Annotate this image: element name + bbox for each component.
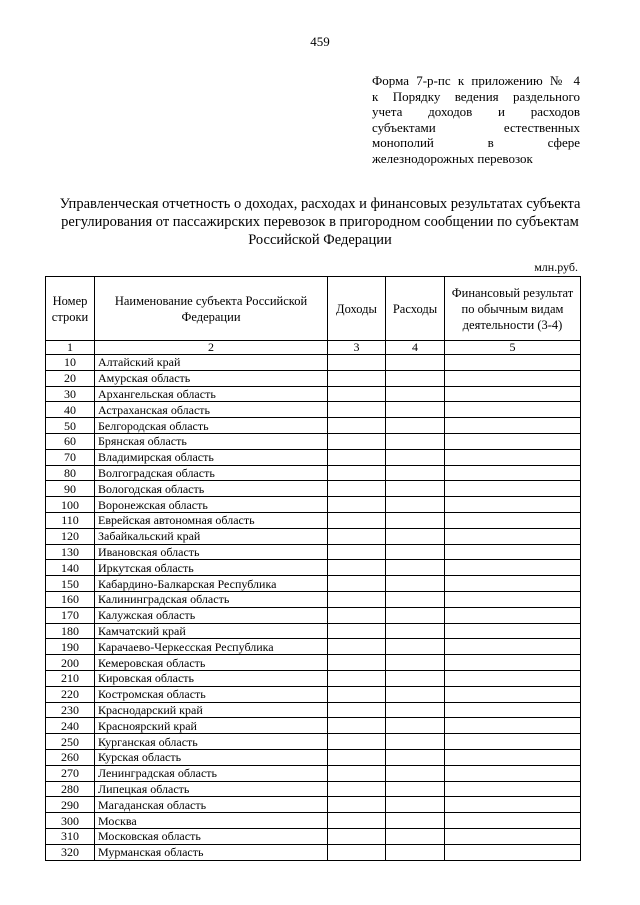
subject-name-cell: Ивановская область [95,544,328,560]
row-number-cell: 90 [46,481,95,497]
subject-name-cell: Алтайский край [95,355,328,371]
income-cell [328,497,386,513]
income-cell [328,844,386,860]
income-cell [328,481,386,497]
income-cell [328,797,386,813]
subject-name-cell: Краснодарский край [95,702,328,718]
table-row [46,528,581,544]
row-number-cell: 130 [46,544,95,560]
subject-name-cell: Вологодская область [95,481,328,497]
row-number-cell: 320 [46,844,95,860]
expenses-cell [386,576,445,592]
column-number: 5 [445,341,581,355]
income-cell [328,386,386,402]
table-row [46,797,581,813]
expenses-cell [386,749,445,765]
expenses-cell [386,734,445,750]
table-row [46,591,581,607]
row-number-cell: 120 [46,528,95,544]
subject-name-cell: Амурская область [95,370,328,386]
expenses-cell [386,370,445,386]
subject-name-cell: Кировская область [95,670,328,686]
expenses-cell [386,781,445,797]
table-row [46,844,581,860]
subject-name-cell: Астраханская область [95,402,328,418]
financial-result-cell [445,512,581,528]
table-row [46,512,581,528]
expenses-cell [386,355,445,371]
row-number-cell: 40 [46,402,95,418]
income-cell [328,560,386,576]
income-cell [328,686,386,702]
title-line: Российской Федерации [248,232,392,248]
table-row [46,670,581,686]
income-cell [328,828,386,844]
row-number-cell: 250 [46,734,95,750]
form-note [372,73,580,166]
financial-result-cell [445,544,581,560]
row-number-cell: 310 [46,828,95,844]
table-row [46,781,581,797]
financial-result-cell [445,481,581,497]
expenses-cell [386,655,445,671]
column-number: 4 [386,341,445,355]
table-row [46,355,581,371]
subject-name-cell: Еврейская автономная область [95,512,328,528]
header-subject-name: Наименование субъекта Российской Федерации [95,277,328,341]
subject-name-cell: Липецкая область [95,781,328,797]
expenses-cell [386,670,445,686]
income-cell [328,449,386,465]
table-row [46,702,581,718]
table-row [46,560,581,576]
financial-result-cell [445,560,581,576]
subject-name-cell: Кемеровская область [95,655,328,671]
financial-result-cell [445,655,581,671]
row-number-cell: 220 [46,686,95,702]
subject-name-cell: Ленинградская область [95,765,328,781]
row-number-cell: 280 [46,781,95,797]
financial-result-cell [445,449,581,465]
income-cell [328,433,386,449]
row-number-cell: 70 [46,449,95,465]
expenses-cell [386,702,445,718]
table-row [46,813,581,829]
table-row [46,749,581,765]
financial-result-cell [445,797,581,813]
table-row [46,544,581,560]
unit-label: млн.руб. [534,260,578,274]
financial-result-cell [445,402,581,418]
row-number-cell: 10 [46,355,95,371]
income-cell [328,639,386,655]
subject-name-cell: Владимирская область [95,449,328,465]
financial-result-cell [445,355,581,371]
header-financial-result: Финансовый результат по обычным видам деятельности (3-4) [445,277,581,341]
subject-name-cell: Камчатский край [95,623,328,639]
row-number-cell: 190 [46,639,95,655]
income-cell [328,355,386,371]
subject-name-cell: Мурманская область [95,844,328,860]
subject-name-cell: Курганская область [95,734,328,750]
income-cell [328,528,386,544]
table-row [46,734,581,750]
row-number-cell: 110 [46,512,95,528]
table-row [46,481,581,497]
income-cell [328,576,386,592]
subject-name-cell: Белгородская область [95,418,328,434]
income-cell [328,702,386,718]
row-number-cell: 80 [46,465,95,481]
financial-result-cell [445,844,581,860]
financial-result-cell [445,607,581,623]
income-cell [328,370,386,386]
expenses-cell [386,418,445,434]
table-row [46,828,581,844]
subject-name-cell: Красноярский край [95,718,328,734]
financial-result-cell [445,686,581,702]
financial-result-cell [445,465,581,481]
financial-result-cell [445,734,581,750]
expenses-cell [386,765,445,781]
row-number-cell: 290 [46,797,95,813]
row-number-cell: 30 [46,386,95,402]
income-cell [328,607,386,623]
expenses-cell [386,623,445,639]
table-row [46,386,581,402]
income-cell [328,813,386,829]
report-table [45,276,581,861]
row-number-cell: 160 [46,591,95,607]
income-cell [328,465,386,481]
subject-name-cell: Московская область [95,828,328,844]
table-row [46,718,581,734]
income-cell [328,591,386,607]
expenses-cell [386,686,445,702]
title-line: Управленческая отчетность о доходах, расходах и финансовых результатах субъекта [59,196,581,212]
income-cell [328,781,386,797]
table-row [46,655,581,671]
row-number-cell: 200 [46,655,95,671]
header-row-number: Номер строки [46,277,95,341]
financial-result-cell [445,765,581,781]
row-number-cell: 300 [46,813,95,829]
table-row [46,402,581,418]
income-cell [328,670,386,686]
financial-result-cell [445,718,581,734]
financial-result-cell [445,813,581,829]
row-number-cell: 180 [46,623,95,639]
row-number-cell: 260 [46,749,95,765]
table-row [46,639,581,655]
row-number-cell: 150 [46,576,95,592]
expenses-cell [386,386,445,402]
expenses-cell [386,402,445,418]
column-number: 2 [95,341,328,355]
financial-result-cell [445,418,581,434]
subject-name-cell: Москва [95,813,328,829]
expenses-cell [386,844,445,860]
row-number-cell: 230 [46,702,95,718]
income-cell [328,402,386,418]
row-number-cell: 60 [46,433,95,449]
expenses-cell [386,639,445,655]
form-note-line: субъектами естественных [372,119,580,135]
expenses-cell [386,828,445,844]
table-row [46,465,581,481]
subject-name-cell: Магаданская область [95,797,328,813]
table-row [46,765,581,781]
expenses-cell [386,465,445,481]
financial-result-cell [445,623,581,639]
income-cell [328,749,386,765]
financial-result-cell [445,497,581,513]
form-note-line: учета доходов и расходов [372,104,580,119]
income-cell [328,623,386,639]
expenses-cell [386,512,445,528]
form-note-line: Форма 7-р-пс к приложению № 4 [372,73,580,88]
income-cell [328,655,386,671]
table-row [46,686,581,702]
financial-result-cell [445,828,581,844]
table-row [46,576,581,592]
subject-name-cell: Костромская область [95,686,328,702]
financial-result-cell [445,591,581,607]
column-number: 1 [46,341,95,355]
table-row [46,623,581,639]
row-number-cell: 140 [46,560,95,576]
page-number: 459 [310,34,330,49]
financial-result-cell [445,639,581,655]
expenses-cell [386,797,445,813]
subject-name-cell: Воронежская область [95,497,328,513]
row-number-cell: 270 [46,765,95,781]
form-note-line: железнодорожных перевозок [372,150,533,166]
form-note-line: монополий в сфере [372,135,580,150]
expenses-cell [386,591,445,607]
row-number-cell: 210 [46,670,95,686]
subject-name-cell: Брянская область [95,433,328,449]
expenses-cell [386,544,445,560]
row-number-cell: 20 [46,370,95,386]
subject-name-cell: Карачаево-Черкесская Республика [95,639,328,655]
table-row [46,433,581,449]
income-cell [328,512,386,528]
table-row [46,370,581,386]
income-cell [328,734,386,750]
financial-result-cell [445,702,581,718]
document-title [40,195,600,249]
expenses-cell [386,528,445,544]
financial-result-cell [445,528,581,544]
table-row [46,449,581,465]
subject-name-cell: Курская область [95,749,328,765]
financial-result-cell [445,749,581,765]
expenses-cell [386,449,445,465]
subject-name-cell: Архангельская область [95,386,328,402]
subject-name-cell: Волгоградская область [95,465,328,481]
table-row [46,497,581,513]
financial-result-cell [445,433,581,449]
expenses-cell [386,497,445,513]
financial-result-cell [445,781,581,797]
financial-result-cell [445,370,581,386]
expenses-cell [386,607,445,623]
row-number-cell: 170 [46,607,95,623]
row-number-cell: 100 [46,497,95,513]
subject-name-cell: Иркутская область [95,560,328,576]
form-note-line: к Порядку ведения раздельного [372,88,580,104]
income-cell [328,544,386,560]
subject-name-cell: Калининградская область [95,591,328,607]
column-number: 3 [328,341,386,355]
expenses-cell [386,718,445,734]
subject-name-cell: Кабардино-Балкарская Республика [95,576,328,592]
income-cell [328,718,386,734]
expenses-cell [386,560,445,576]
expenses-cell [386,813,445,829]
row-number-cell: 50 [46,418,95,434]
subject-name-cell: Калужская область [95,607,328,623]
subject-name-cell: Забайкальский край [95,528,328,544]
expenses-cell [386,481,445,497]
row-number-cell: 240 [46,718,95,734]
table-row [46,607,581,623]
income-cell [328,765,386,781]
table-row [46,418,581,434]
title-line: регулирования от пассажирских перевозок в пригородном сообщении по субъектам [61,214,579,230]
header-income: Доходы [328,277,386,341]
income-cell [328,418,386,434]
financial-result-cell [445,670,581,686]
financial-result-cell [445,576,581,592]
financial-result-cell [445,386,581,402]
header-expenses: Расходы [386,277,445,341]
expenses-cell [386,433,445,449]
